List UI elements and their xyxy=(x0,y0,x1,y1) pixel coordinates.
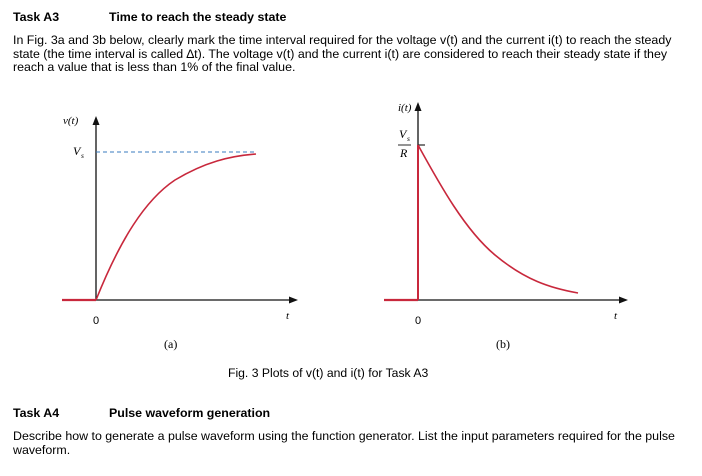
task-a4-heading xyxy=(13,406,270,420)
task-a3-body: In Fig. 3a and 3b below, clearly mark the time interval required for the voltage v(t) and the current i(t) to reach the steady state (the time interval is called ∆t). The voltage v(t) and the current i(t) are considered to reach their steady state if they reach a value that is less than 1% of the final value. xyxy=(13,33,672,75)
plot-b-y-arrow xyxy=(415,102,422,111)
figure-caption: Fig. 3 Plots of v(t) and i(t) for Task A3 xyxy=(228,366,429,380)
plot-b-y-label: i(t) xyxy=(398,102,412,114)
plot-b-peak-numerator: V xyxy=(399,127,407,141)
plot-a xyxy=(62,115,298,351)
task-a4-title: Pulse waveform generation xyxy=(109,406,271,420)
plot-a-curve xyxy=(96,154,256,300)
plot-b-panel-label: (b) xyxy=(496,337,510,351)
plot-a-panel-label: (a) xyxy=(164,337,178,351)
task-a4-number: Task A4 xyxy=(13,406,60,420)
plot-b-origin-label: 0 xyxy=(415,315,422,327)
task-a3-title: Time to reach the steady state xyxy=(109,10,287,24)
plot-b-peak-denominator: R xyxy=(400,146,408,160)
plot-a-y-label: v(t) xyxy=(63,115,79,127)
plot-a-x-label: t xyxy=(286,310,290,322)
plot-b-x-arrow xyxy=(619,297,628,304)
plot-b-x-label: t xyxy=(614,310,618,322)
plot-b-peak-numerator-sub: s xyxy=(407,134,410,143)
plot-a-steady-label: V xyxy=(73,144,81,158)
plot-b-curve xyxy=(418,145,578,293)
plot-a-steady-sub: s xyxy=(81,151,84,160)
plot-b xyxy=(384,102,628,351)
plot-a-x-arrow xyxy=(289,297,298,304)
task-a3-number: Task A3 xyxy=(13,10,60,24)
task-a4-body: Describe how to generate a pulse waveform using the function generator. List the input parameters required for the pulse waveform. xyxy=(13,429,675,457)
plot-a-y-arrow xyxy=(93,116,100,125)
plot-a-origin-label: 0 xyxy=(93,315,100,327)
